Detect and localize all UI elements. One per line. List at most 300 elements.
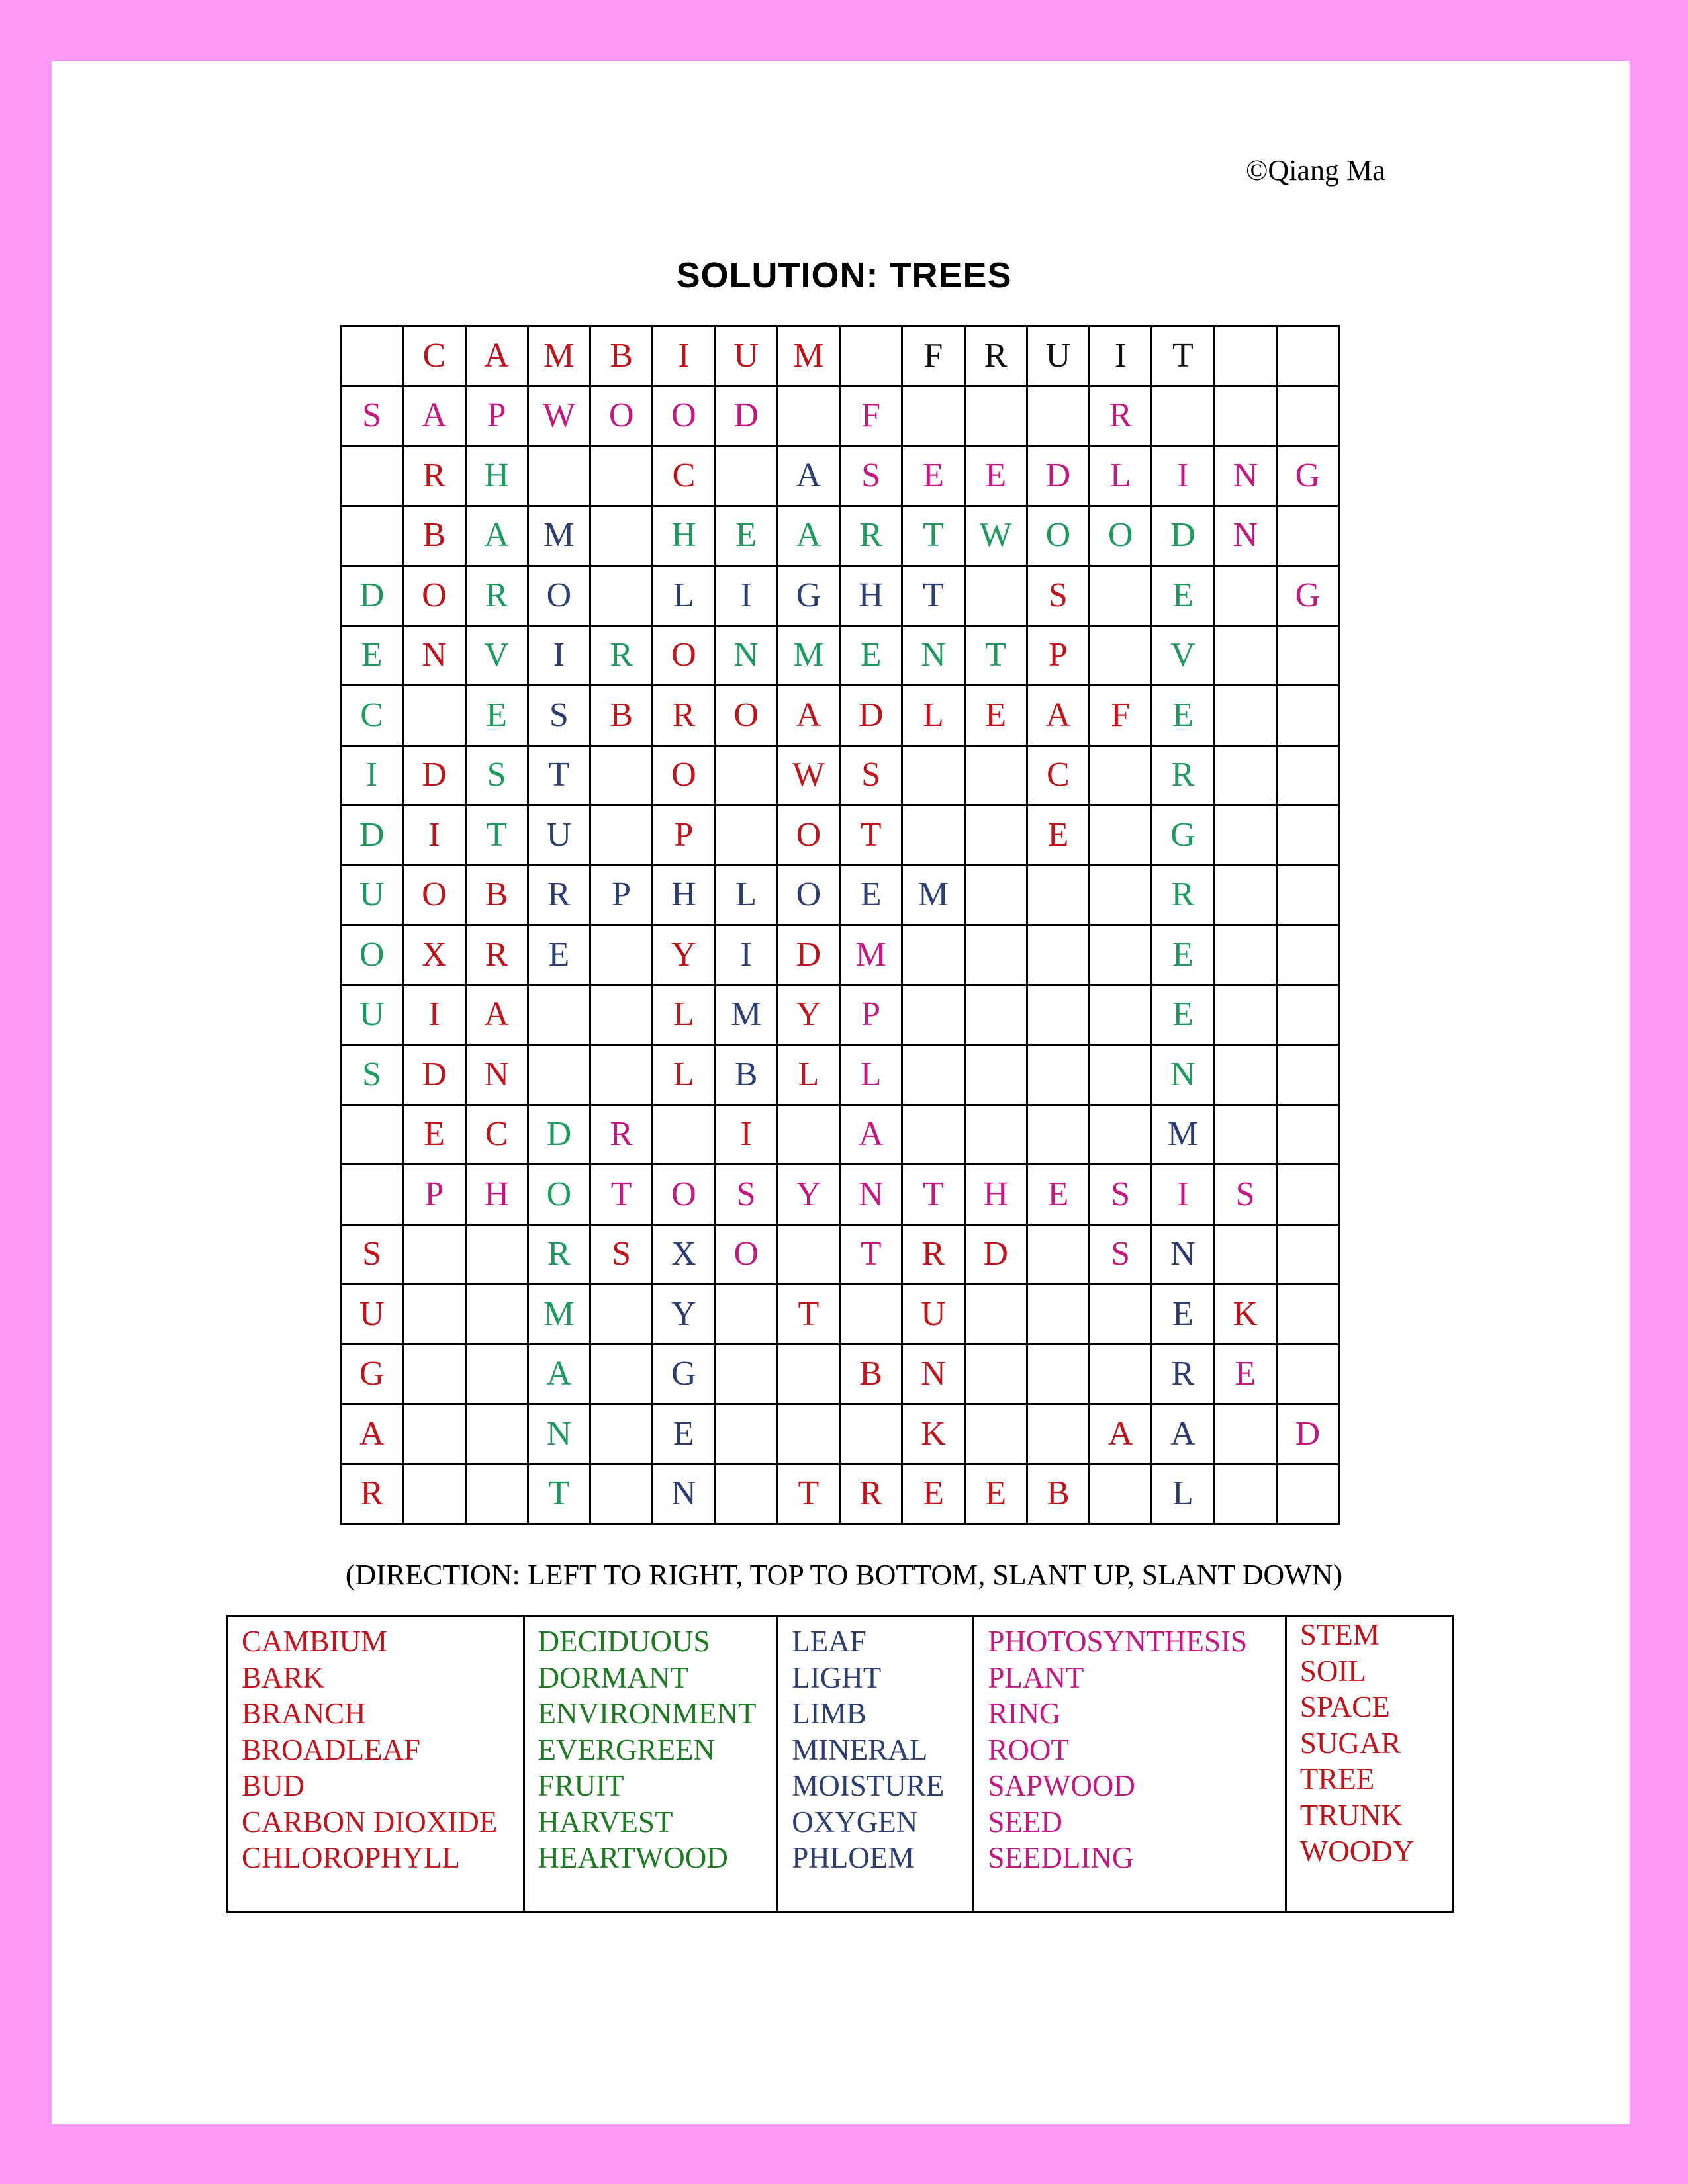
grid-cell [404,1405,466,1465]
grid-cell: R [903,1226,965,1286]
grid-cell [903,387,965,447]
grid-cell: E [1028,1165,1090,1226]
grid-cell: L [716,866,778,927]
word-bank-item: LIMB [792,1697,867,1730]
grid-cell: I [404,986,466,1046]
grid-cell: T [903,507,965,567]
grid-cell [903,747,965,807]
grid-cell [1215,1046,1278,1106]
word-bank-item: SOIL [1299,1654,1366,1688]
grid-cell: P [404,1165,466,1226]
word-bank-item: PHLOEM [792,1841,915,1874]
direction-note: (DIRECTION: LEFT TO RIGHT, TOP TO BOTTOM, SLANT UP, SLANT DOWN) [345,1559,1343,1591]
word-bank-column [1287,1617,1452,1911]
grid-cell: U [1028,327,1090,387]
grid-cell: E [1152,926,1215,986]
grid-cell [591,507,653,567]
grid-cell: H [653,507,716,567]
grid-cell [404,1285,466,1345]
grid-cell [467,1345,529,1406]
grid-cell [591,747,653,807]
grid-cell [1090,866,1152,927]
grid-cell: E [1152,986,1215,1046]
grid-cell [1090,1465,1152,1525]
word-bank-item: HARVEST [538,1805,673,1839]
grid-cell: X [653,1226,716,1286]
word-bank-item: SEEDLING [988,1841,1134,1874]
grid-cell: C [404,327,466,387]
grid-cell: D [778,926,841,986]
grid-cell [1278,806,1340,866]
grid-cell: T [841,806,903,866]
grid-cell: S [1028,567,1090,627]
grid-cell: O [1028,507,1090,567]
word-bank [226,1615,1454,1913]
grid-cell [1278,986,1340,1046]
word-bank-item: SEED [988,1805,1062,1839]
grid-cell: O [653,627,716,687]
grid-cell [342,1165,404,1226]
grid-cell: O [591,387,653,447]
grid-cell [1028,1345,1090,1406]
grid-cell: C [467,1106,529,1166]
grid-cell: C [342,686,404,747]
grid-cell: N [903,627,965,687]
grid-cell: E [404,1106,466,1166]
grid-cell: I [716,1106,778,1166]
grid-cell [591,1285,653,1345]
word-bank-item: EVERGREEN [538,1733,716,1766]
grid-cell [1028,1226,1090,1286]
grid-cell [1215,1226,1278,1286]
word-bank-item: TREE [1299,1762,1375,1796]
grid-cell: I [653,327,716,387]
grid-cell [1215,627,1278,687]
grid-cell [716,806,778,866]
grid-cell [1278,327,1340,387]
grid-cell [1028,1285,1090,1345]
grid-cell [591,1405,653,1465]
grid-cell [529,1046,591,1106]
grid-cell [716,747,778,807]
grid-cell [467,1285,529,1345]
grid-cell: L [1090,447,1152,507]
grid-cell: A [1152,1405,1215,1465]
word-bank-item: DORMANT [538,1661,689,1694]
grid-cell: N [841,1165,903,1226]
grid-cell: S [1090,1226,1152,1286]
grid-cell [404,686,466,747]
grid-cell [1215,1106,1278,1166]
grid-cell: N [1215,447,1278,507]
grid-cell [1090,1106,1152,1166]
grid-cell [404,1345,466,1406]
grid-cell [1215,866,1278,927]
grid-cell: N [404,627,466,687]
grid-cell [966,1106,1028,1166]
grid-cell: T [529,1465,591,1525]
grid-cell: O [529,1165,591,1226]
grid-cell: O [1090,507,1152,567]
grid-cell: I [716,567,778,627]
grid-cell: E [1215,1345,1278,1406]
grid-cell: I [529,627,591,687]
grid-cell: H [966,1165,1028,1226]
grid-cell: L [653,986,716,1046]
word-bank-item: OXYGEN [792,1805,918,1839]
grid-cell: O [404,866,466,927]
grid-cell: D [1028,447,1090,507]
grid-cell [1028,866,1090,927]
grid-cell [1090,627,1152,687]
grid-cell: H [467,447,529,507]
grid-cell [1278,1165,1340,1226]
grid-cell [404,1465,466,1525]
grid-cell [716,447,778,507]
grid-cell [966,1345,1028,1406]
grid-cell: W [529,387,591,447]
grid-cell: A [467,327,529,387]
grid-cell: D [1278,1405,1340,1465]
grid-cell: E [653,1405,716,1465]
grid-cell [966,1046,1028,1106]
grid-cell [1215,686,1278,747]
grid-cell: L [653,1046,716,1106]
grid-cell: E [1152,1285,1215,1345]
grid-cell: E [841,627,903,687]
grid-cell: O [653,1165,716,1226]
grid-cell [716,1465,778,1525]
grid-cell [1028,986,1090,1046]
grid-cell [1215,387,1278,447]
grid-cell: W [778,747,841,807]
grid-cell: G [653,1345,716,1406]
grid-cell: N [529,1405,591,1465]
grid-cell: P [1028,627,1090,687]
grid-cell [1215,1465,1278,1525]
word-bank-item: RING [988,1697,1061,1730]
word-bank-column [525,1617,779,1911]
grid-cell: F [1090,686,1152,747]
grid-cell: K [903,1405,965,1465]
grid-cell: N [467,1046,529,1106]
grid-cell: F [903,327,965,387]
grid-cell [1278,387,1340,447]
grid-cell: A [778,507,841,567]
grid-cell: A [404,387,466,447]
grid-cell: D [841,686,903,747]
grid-cell: M [778,327,841,387]
word-bank-item: WOODY [1299,1835,1415,1868]
grid-cell: I [1152,447,1215,507]
grid-cell: V [467,627,529,687]
grid-cell: D [966,1226,1028,1286]
grid-cell: N [1152,1046,1215,1106]
grid-cell [1278,926,1340,986]
grid-cell [841,1405,903,1465]
grid-cell: N [903,1345,965,1406]
grid-cell: R [653,686,716,747]
grid-cell [966,567,1028,627]
grid-cell [778,1345,841,1406]
grid-cell: H [841,567,903,627]
grid-cell: O [778,866,841,927]
word-bank-item: PHOTOSYNTHESIS [988,1625,1248,1658]
grid-cell [591,1345,653,1406]
grid-cell: R [529,866,591,927]
grid-cell [903,1046,965,1106]
grid-cell: D [342,806,404,866]
grid-cell: A [841,1106,903,1166]
grid-cell [1215,567,1278,627]
grid-cell [1028,1106,1090,1166]
word-bank-item: STEM [1299,1618,1380,1651]
grid-cell: R [529,1226,591,1286]
grid-cell [1278,866,1340,927]
grid-cell: U [716,327,778,387]
grid-cell: A [1090,1405,1152,1465]
grid-cell: Y [778,986,841,1046]
grid-cell: E [529,926,591,986]
grid-cell: P [591,866,653,927]
grid-cell [903,986,965,1046]
grid-cell: M [903,866,965,927]
word-search-grid [340,325,1340,1525]
grid-cell: M [778,627,841,687]
grid-cell: E [966,1465,1028,1525]
grid-cell [903,926,965,986]
grid-cell: O [653,387,716,447]
word-bank-column [778,1617,974,1911]
grid-cell: N [1152,1226,1215,1286]
grid-cell [591,447,653,507]
grid-cell: L [903,686,965,747]
grid-cell: B [467,866,529,927]
grid-cell [529,447,591,507]
grid-cell: N [653,1465,716,1525]
grid-cell [1278,1106,1340,1166]
grid-cell: U [529,806,591,866]
grid-cell: R [1090,387,1152,447]
grid-cell [342,447,404,507]
grid-cell [903,806,965,866]
grid-cell: O [653,747,716,807]
grid-cell [716,1285,778,1345]
grid-cell: A [529,1345,591,1406]
word-bank-item: SPACE [1299,1690,1390,1723]
grid-cell: G [342,1345,404,1406]
grid-cell: N [1215,507,1278,567]
grid-cell: E [841,866,903,927]
grid-cell [778,1226,841,1286]
grid-cell: R [404,447,466,507]
word-bank-item: LIGHT [792,1661,882,1694]
word-bank-item: HEARTWOOD [538,1841,728,1874]
grid-cell [966,1285,1028,1345]
grid-cell: R [467,567,529,627]
grid-cell: N [716,627,778,687]
grid-cell [778,1106,841,1166]
grid-cell [1152,387,1215,447]
grid-cell: E [1028,806,1090,866]
grid-cell: H [467,1165,529,1226]
grid-cell [1215,986,1278,1046]
grid-cell [1215,1405,1278,1465]
grid-cell: M [841,926,903,986]
grid-cell: T [966,627,1028,687]
word-bank-item: BUD [242,1769,305,1802]
grid-cell [1028,387,1090,447]
grid-cell [1215,747,1278,807]
grid-cell: U [342,986,404,1046]
grid-cell: G [1152,806,1215,866]
grid-cell [1278,1226,1340,1286]
grid-cell [591,986,653,1046]
grid-cell: C [653,447,716,507]
grid-cell [1278,507,1340,567]
grid-cell: B [404,507,466,567]
grid-cell: M [529,1285,591,1345]
word-bank-column [228,1617,525,1911]
grid-cell: M [529,507,591,567]
grid-cell: U [342,866,404,927]
word-bank-item: BROADLEAF [242,1733,421,1766]
grid-cell: E [342,627,404,687]
word-bank-column [974,1617,1286,1911]
word-bank-item: PLANT [988,1661,1084,1694]
grid-cell: E [903,447,965,507]
grid-cell [966,747,1028,807]
grid-cell: M [716,986,778,1046]
grid-cell [1215,327,1278,387]
grid-cell [342,507,404,567]
grid-cell: P [467,387,529,447]
word-bank-item: SUGAR [1299,1726,1401,1760]
grid-cell: R [342,1465,404,1525]
grid-cell: G [1278,567,1340,627]
grid-cell: G [778,567,841,627]
grid-cell: M [529,327,591,387]
grid-cell: E [903,1465,965,1525]
grid-cell [1215,806,1278,866]
grid-cell [1278,686,1340,747]
grid-cell [966,926,1028,986]
grid-cell: T [1152,327,1215,387]
grid-cell: T [903,1165,965,1226]
grid-cell: S [591,1226,653,1286]
word-bank-item: SAPWOOD [988,1769,1135,1802]
grid-cell [591,1465,653,1525]
grid-cell: E [716,507,778,567]
grid-cell [841,327,903,387]
grid-cell [1090,986,1152,1046]
grid-cell: U [342,1285,404,1345]
grid-cell: A [467,986,529,1046]
grid-cell: T [591,1165,653,1226]
grid-cell: V [1152,627,1215,687]
grid-cell [716,1405,778,1465]
grid-cell: A [342,1405,404,1465]
grid-cell [653,1106,716,1166]
grid-cell: E [1152,686,1215,747]
grid-cell: M [1152,1106,1215,1166]
word-bank-item: LEAF [792,1625,867,1658]
word-bank-item: TRUNK [1299,1798,1403,1832]
grid-cell: T [529,747,591,807]
grid-cell [778,387,841,447]
word-bank-item: MOISTURE [792,1769,945,1802]
grid-cell [467,1465,529,1525]
grid-cell: E [966,686,1028,747]
grid-cell: T [841,1226,903,1286]
grid-cell: O [716,686,778,747]
grid-cell [591,1046,653,1106]
grid-cell: I [1090,327,1152,387]
grid-cell [1090,747,1152,807]
grid-cell: D [529,1106,591,1166]
grid-cell [966,1405,1028,1465]
grid-cell: T [467,806,529,866]
grid-cell: R [467,926,529,986]
grid-cell: A [778,686,841,747]
grid-cell [966,866,1028,927]
grid-cell [591,567,653,627]
grid-cell: D [404,747,466,807]
grid-cell [342,1106,404,1166]
grid-cell: B [1028,1465,1090,1525]
grid-cell: R [1152,866,1215,927]
grid-cell [716,1345,778,1406]
grid-cell [1278,1465,1340,1525]
grid-cell [1215,926,1278,986]
grid-cell [591,806,653,866]
word-bank-item: FRUIT [538,1769,624,1802]
grid-cell: I [404,806,466,866]
grid-cell: C [1028,747,1090,807]
grid-cell: A [467,507,529,567]
grid-cell [1090,1046,1152,1106]
grid-cell: S [1215,1165,1278,1226]
grid-cell [1090,1345,1152,1406]
grid-cell [778,1405,841,1465]
grid-cell: T [778,1465,841,1525]
grid-cell [342,327,404,387]
grid-cell: S [1090,1165,1152,1226]
grid-cell: S [529,686,591,747]
word-bank-item: CARBON DIOXIDE [242,1805,498,1839]
grid-cell [903,1106,965,1166]
grid-cell: S [716,1165,778,1226]
grid-cell: E [1152,567,1215,627]
grid-cell: H [653,866,716,927]
grid-cell: D [404,1046,466,1106]
grid-cell [1028,1405,1090,1465]
grid-cell [966,387,1028,447]
word-bank-item: CHLOROPHYLL [242,1841,461,1874]
word-bank-item: MINERAL [792,1733,928,1766]
grid-cell: S [467,747,529,807]
grid-cell: L [653,567,716,627]
grid-cell [1090,926,1152,986]
grid-cell: B [591,686,653,747]
word-bank-item: CAMBIUM [242,1625,388,1658]
page-title: SOLUTION: TREES [676,255,1012,295]
grid-cell: Y [778,1165,841,1226]
grid-cell: O [342,926,404,986]
grid-cell [1278,1285,1340,1345]
grid-cell: R [966,327,1028,387]
grid-cell: E [467,686,529,747]
